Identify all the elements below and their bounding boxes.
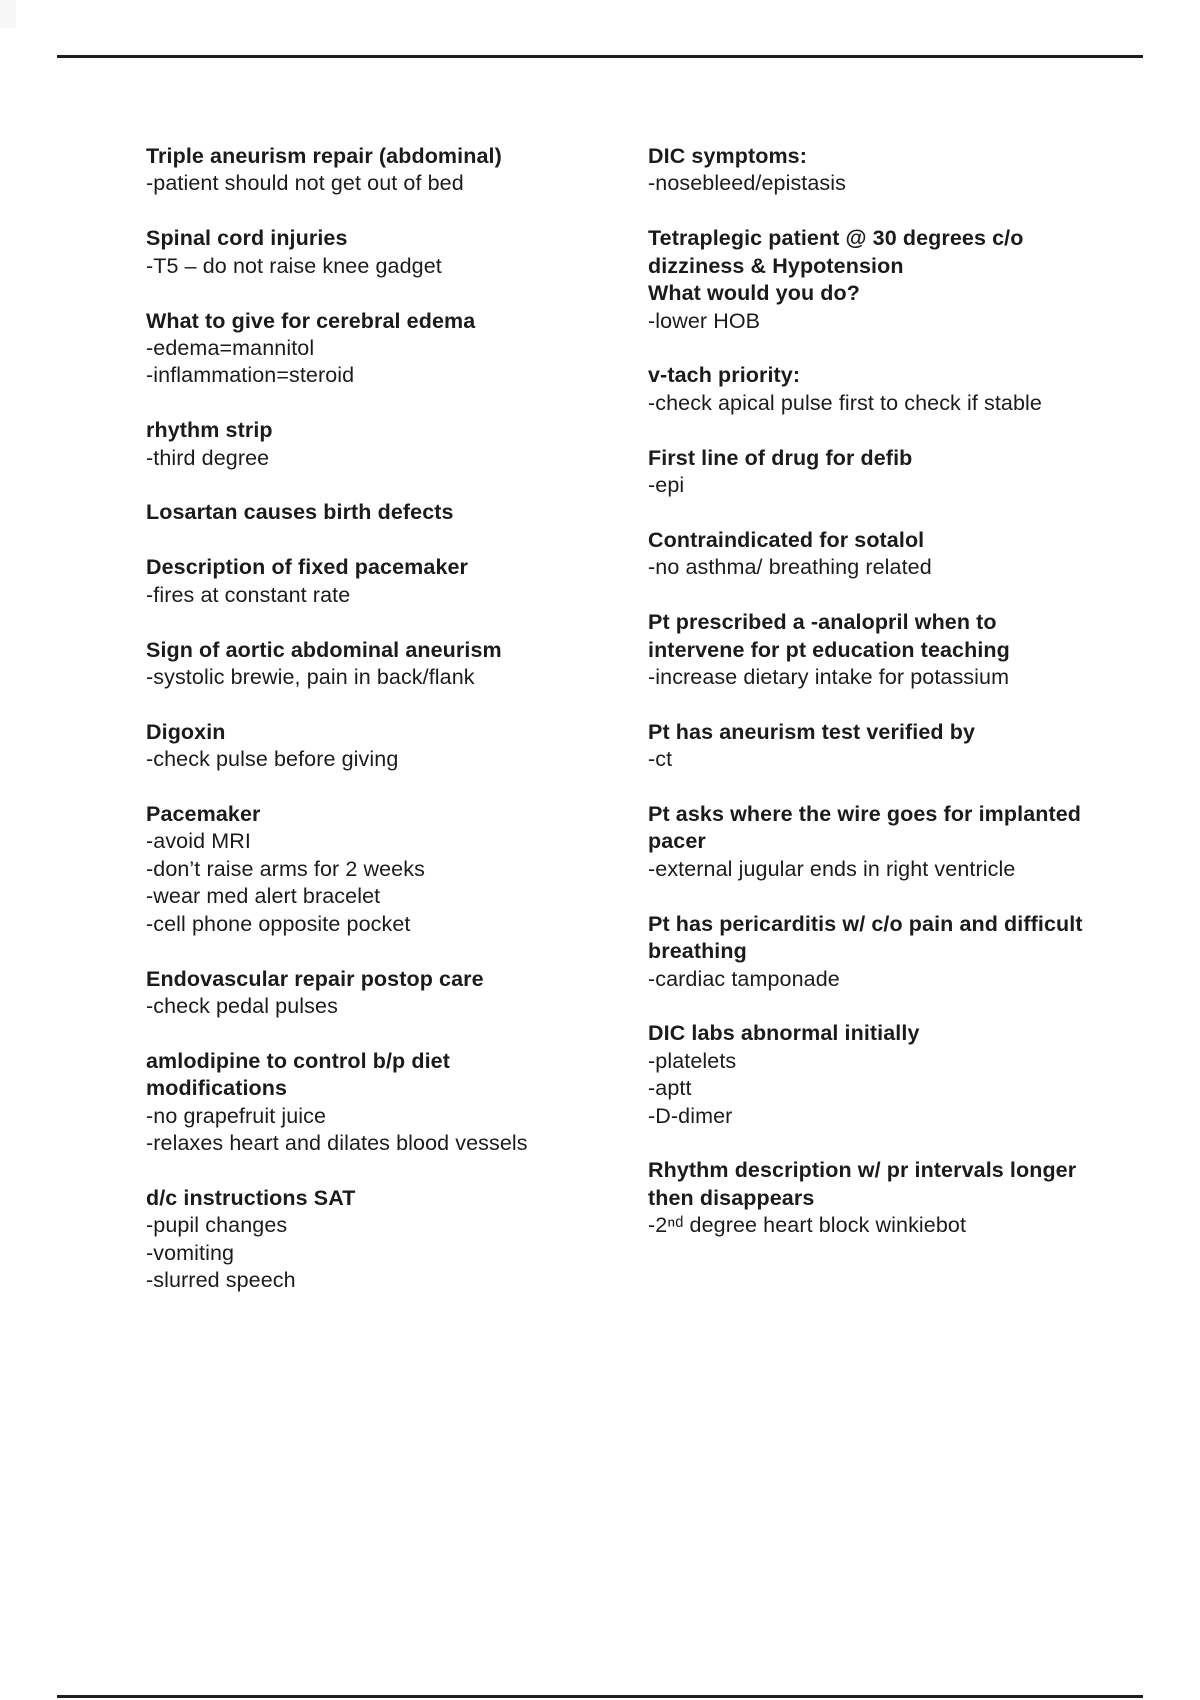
note-heading-line: Endovascular repair postop care [146,966,484,991]
note-answer-line: -inflammation=steroid [146,363,355,388]
note-answer-line: -cardiac tamponade [648,966,840,991]
note-heading-line: What would you do? [648,281,860,306]
note-answer-line: -slurred speech [146,1268,296,1293]
note-answer-line: -increase dietary intake for potassium [648,664,1010,689]
note-answer-line: -avoid MRI [146,829,251,854]
note-block [648,527,1083,582]
note-answer-line: -check pedal pulses [146,993,338,1018]
note-answer-line: -patient should not get out of bed [146,171,464,196]
note-answer-line: -wear med alert bracelet [146,884,381,909]
note-heading-line: dizziness & Hypotension [648,253,904,278]
note-answer-line: -check apical pulse first to check if stable [648,390,1042,415]
note-heading-line: then disappears [648,1185,815,1210]
note-heading-line: First line of drug for defib [648,445,913,470]
top-rule [57,55,1143,58]
notes-column-left [146,143,528,1322]
note-block [648,609,1083,691]
note-heading-line: Pt has pericarditis w/ c/o pain and difficult [648,911,1083,936]
note-answer-line: -nosebleed/epistasis [648,171,847,196]
note-answer-line: -external jugular ends in right ventricle [648,856,1016,881]
note-answer-line: -third degree [146,445,270,470]
note-block [146,719,528,774]
note-heading-line: Pacemaker [146,802,261,826]
note-heading-line: Description of fixed pacemaker [146,555,469,580]
note-block [648,445,1083,500]
note-block [146,554,528,609]
note-heading-line: Rhythm description w/ pr intervals longer [648,1158,1077,1183]
note-block [648,143,1083,198]
note-answer-line: -platelets [648,1048,737,1073]
note-heading-line: pacer [648,829,706,854]
note-block [648,801,1083,883]
note-heading-line: v-tach priority: [648,363,801,388]
note-answer-line: -pupil changes [146,1213,288,1238]
note-block [648,1157,1083,1239]
note-heading-line: Digoxin [146,719,226,744]
note-block [146,966,528,1021]
note-answer-line: -lower HOB [648,308,761,333]
note-heading-line: amlodipine to control b/p diet [146,1048,450,1073]
note-answer-line: -edema=mannitol [146,335,315,360]
note-answer-line: -fires at constant rate [146,582,351,607]
note-answer-line: -D-dimer [648,1103,733,1128]
note-answer-line: -don’t raise arms for 2 weeks [146,856,425,881]
note-block [146,225,528,280]
note-answer-line: -relaxes heart and dilates blood vessels [146,1131,528,1156]
note-heading-line: breathing [648,939,747,964]
note-block [648,362,1083,417]
note-answer-line: -2ⁿᵈ degree heart block winkiebot [648,1213,967,1238]
note-answer-line: -T5 – do not raise knee gadget [146,253,442,278]
note-block [146,1048,528,1158]
note-answer-line: -ct [648,747,673,772]
note-answer-line: -epi [648,473,685,498]
note-block [146,1185,528,1295]
note-block [146,499,528,526]
note-answer-line: -no grapefruit juice [146,1103,327,1128]
note-heading-line: Pt prescribed a -analopril when to [648,610,997,635]
note-heading-line: rhythm strip [146,418,273,443]
note-heading-line: intervene for pt education teaching [648,637,1010,662]
note-block [648,911,1083,993]
note-heading-line: Sign of aortic abdominal aneurism [146,637,502,662]
note-heading-line: d/c instructions SAT [146,1185,356,1210]
note-block [648,719,1083,774]
note-heading-line: Tetraplegic patient @ 30 degrees c/o [648,226,1024,251]
note-heading-line: DIC symptoms: [648,144,807,168]
note-answer-line: -cell phone opposite pocket [146,911,411,936]
note-heading-line: What to give for cerebral edema [146,308,476,333]
note-answer-line: -aptt [648,1076,692,1101]
note-block [146,637,528,692]
note-heading-line: Pt has aneurism test verified by [648,719,976,744]
bottom-rule [57,1695,1143,1698]
note-answer-line: -check pulse before giving [146,747,399,772]
note-answer-line: -vomiting [146,1240,235,1265]
note-heading-line: Triple aneurism repair (abdominal) [146,144,502,168]
note-heading-line: Spinal cord injuries [146,226,348,251]
scan-corner-artifact [0,0,16,28]
note-answer-line: -systolic brewie, pain in back/flank [146,664,475,689]
note-block [648,1020,1083,1130]
note-heading-line: Pt asks where the wire goes for implanted [648,802,1082,827]
note-block [146,417,528,472]
note-answer-line: -no asthma/ breathing related [648,555,932,580]
note-block [146,308,528,390]
note-block [648,225,1083,335]
note-heading-line: Losartan causes birth defects [146,500,454,525]
note-block [146,801,528,938]
note-block [146,143,528,198]
note-heading-line: DIC labs abnormal initially [648,1021,920,1046]
note-heading-line: Contraindicated for sotalol [648,527,925,552]
note-heading-line: modifications [146,1076,288,1101]
notes-column-right [648,143,1083,1267]
